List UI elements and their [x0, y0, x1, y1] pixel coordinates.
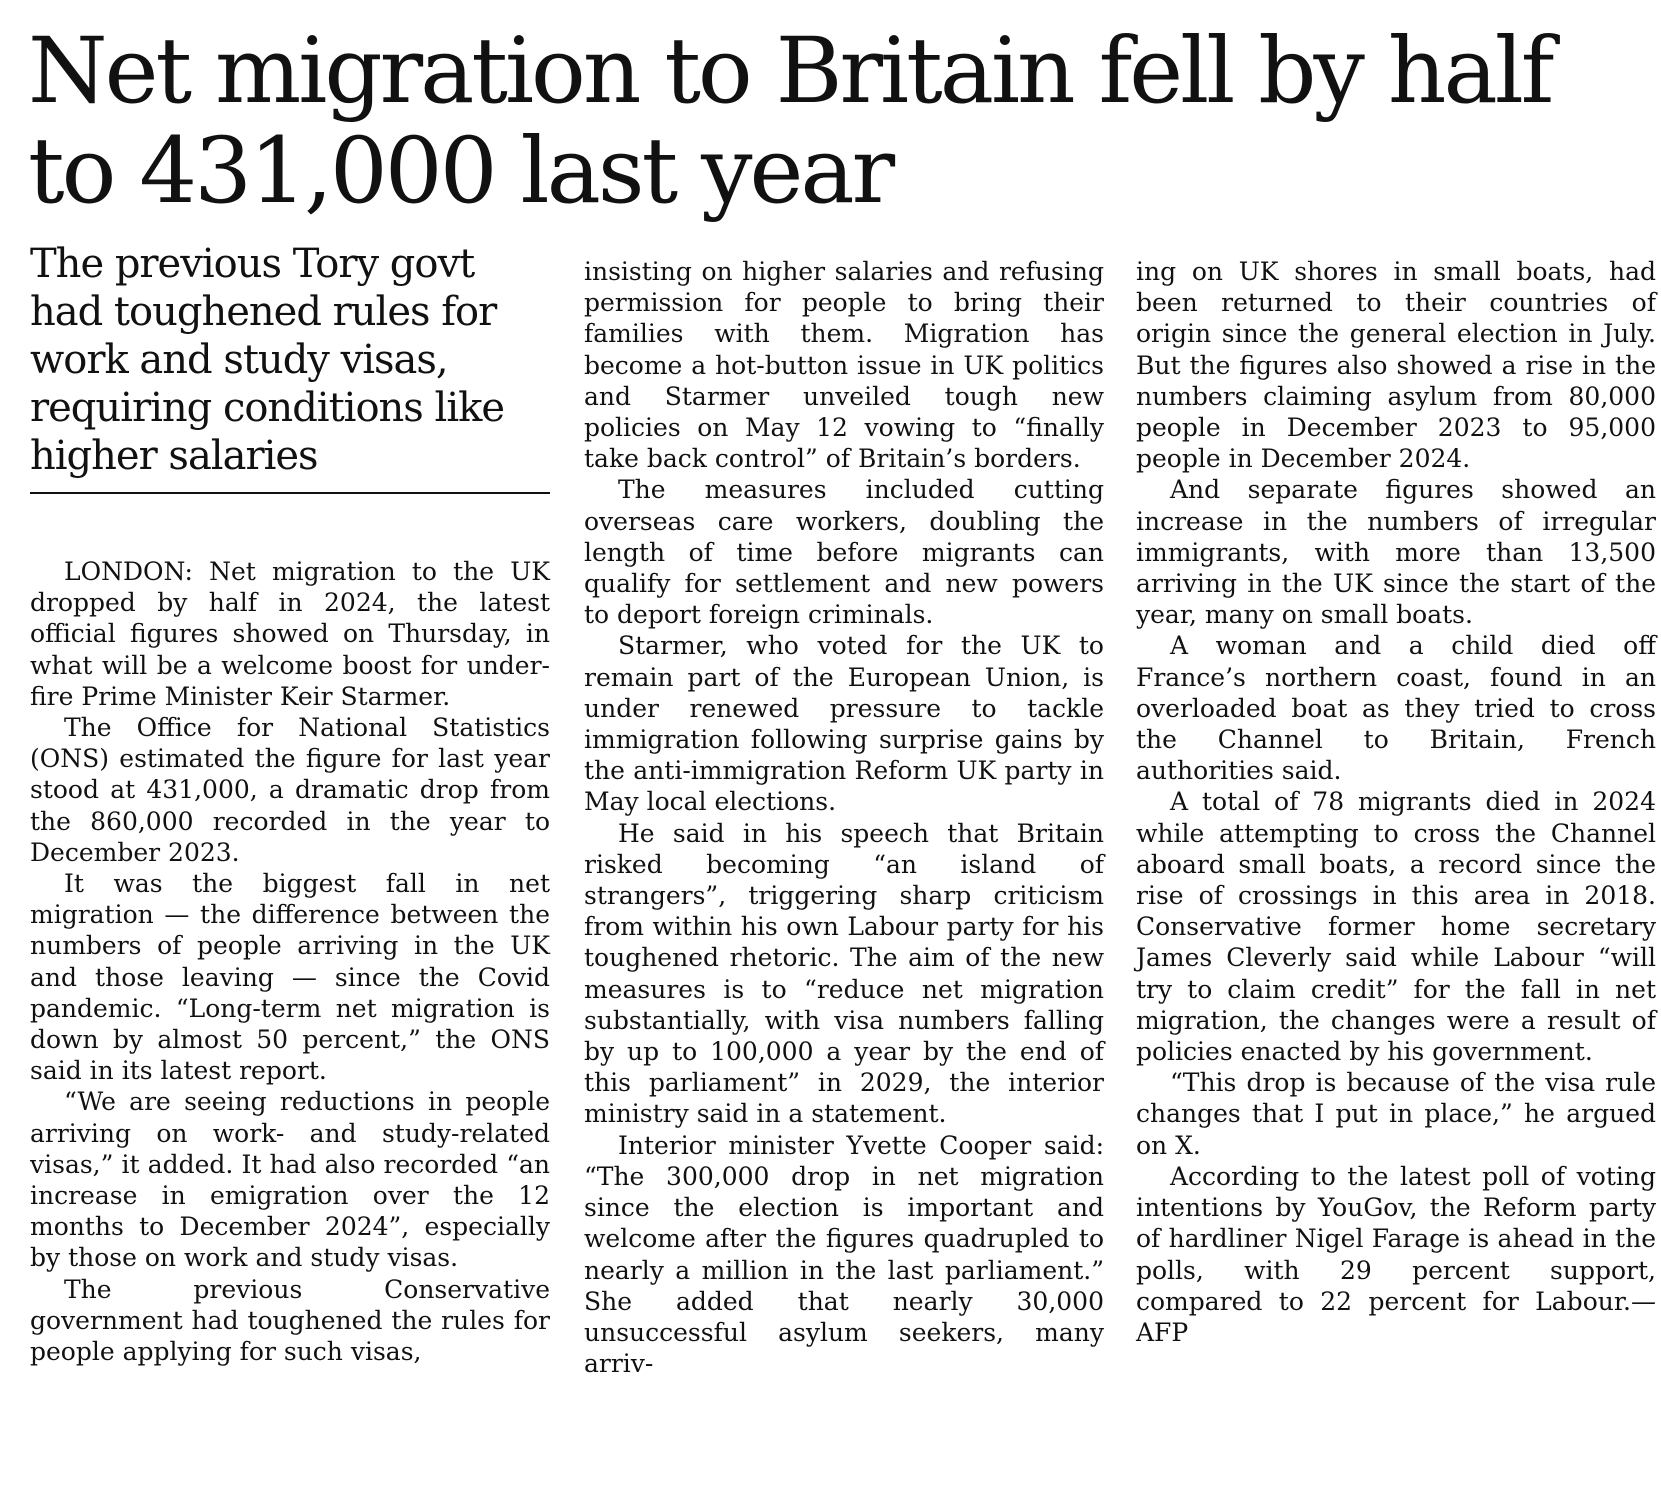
paragraph: “This drop is because of the visa rule changes that I put in place,” he argued on X. [1136, 1068, 1656, 1160]
headline: Net migration to Britain fell by half to 431,000 last year [28, 19, 1552, 224]
paragraph: Starmer, who voted for the UK to remain part of the European Union, is under renewed pressure to tackle immigration following surprise gains by the anti-immigration Reform UK party in May local elections. [584, 631, 1104, 817]
paragraph: According to the latest poll of voting intentions by YouGov, the Reform party of hardliner Nigel Farage is ahead in the polls, with 29 percent support, compared to 22 percent for Labour.—AFP [1136, 1161, 1656, 1347]
paragraph: A woman and a child died off France’s northern coast, found in an overloaded boat as they tried to cross the Channel to Britain, French authorities said. [1136, 631, 1656, 786]
article-column-3 [1136, 256, 1656, 1348]
deck: The previous Tory govt had toughened rules for work and study visas, requiring conditions like higher salaries [30, 240, 550, 494]
paragraph: It was the biggest fall in net migration — the difference between the numbers of people arriving in the UK and those leaving — since the Covid pandemic. “Long-term net migration is down by almost 50 percent,” the ONS said in its latest report. [30, 869, 550, 1086]
paragraph: A total of 78 migrants died in 2024 while attempting to cross the Channel aboard small boats, a record since the rise of crossings in this area in 2018. Conservative former home secretary James Cleverly said while Labour “will try to claim credit” for the fall in net migration, the changes were a result of policies enacted by his government. [1136, 787, 1656, 1067]
paragraph: The previous Conservative government had toughened the rules for people applying for such visas, [30, 1274, 550, 1367]
paragraph: He said in his speech that Britain risked becoming “an island of strangers”, triggering sharp criticism from within his own Labour party for his toughened rhetoric. The aim of the new measures is to “reduce net migration substantially, with visa numbers falling by up to 100,000 a year by the end of this parliament” in 2029, the interior ministry said in a statement. [584, 818, 1104, 1129]
paragraph: The Office for National Statistics (ONS) estimated the figure for last year stood at 431,000, a dramatic drop from the 860,000 recorded in the year to December 2023. [30, 713, 550, 867]
deck-spacer [30, 508, 550, 556]
paragraph: insisting on higher salaries and refusing permission for people to bring their families with them. Migration has become a hot-button issue in UK politics and Starmer unveiled tough new policies on May 12 vowing to “finally take back control” of Britain’s borders. [584, 257, 1104, 474]
paragraph: Interior minister Yvette Cooper said: “The 300,000 drop in net migration since the election is important and welcome after the figures quadrupled to nearly a million in the last parliament.” She added that nearly 30,000 unsuccessful asylum seekers, many arriv- [584, 1130, 1104, 1379]
paragraph: LONDON: Net migration to the UK dropped by half in 2024, the latest official figures showed on Thursday, in what will be a welcome boost for under-fire Prime Minister Keir Starmer. [30, 557, 550, 711]
paragraph: “We are seeing reductions in people arriving on work- and study-related visas,” it added. It had also recorded “an increase in emigration over the 12 months to December 2024”, especially by those on work and study visas. [30, 1087, 550, 1273]
paragraph: The measures included cutting overseas care workers, doubling the length of time before migrants can qualify for settlement and new powers to deport foreign criminals. [584, 475, 1104, 630]
paragraph: And separate figures showed an increase in the numbers of irregular immigrants, with more than 13,500 arriving in the UK since the start of the year, many on small boats. [1136, 475, 1656, 630]
article-column-1 [30, 240, 550, 1367]
paragraph: ing on UK shores in small boats, had been returned to their countries of origin since the general election in July. But the figures also showed a rise in the numbers claiming asylum from 80,000 people in December 2023 to 95,000 people in December 2024. [1136, 257, 1656, 474]
article-column-2 [584, 256, 1104, 1379]
